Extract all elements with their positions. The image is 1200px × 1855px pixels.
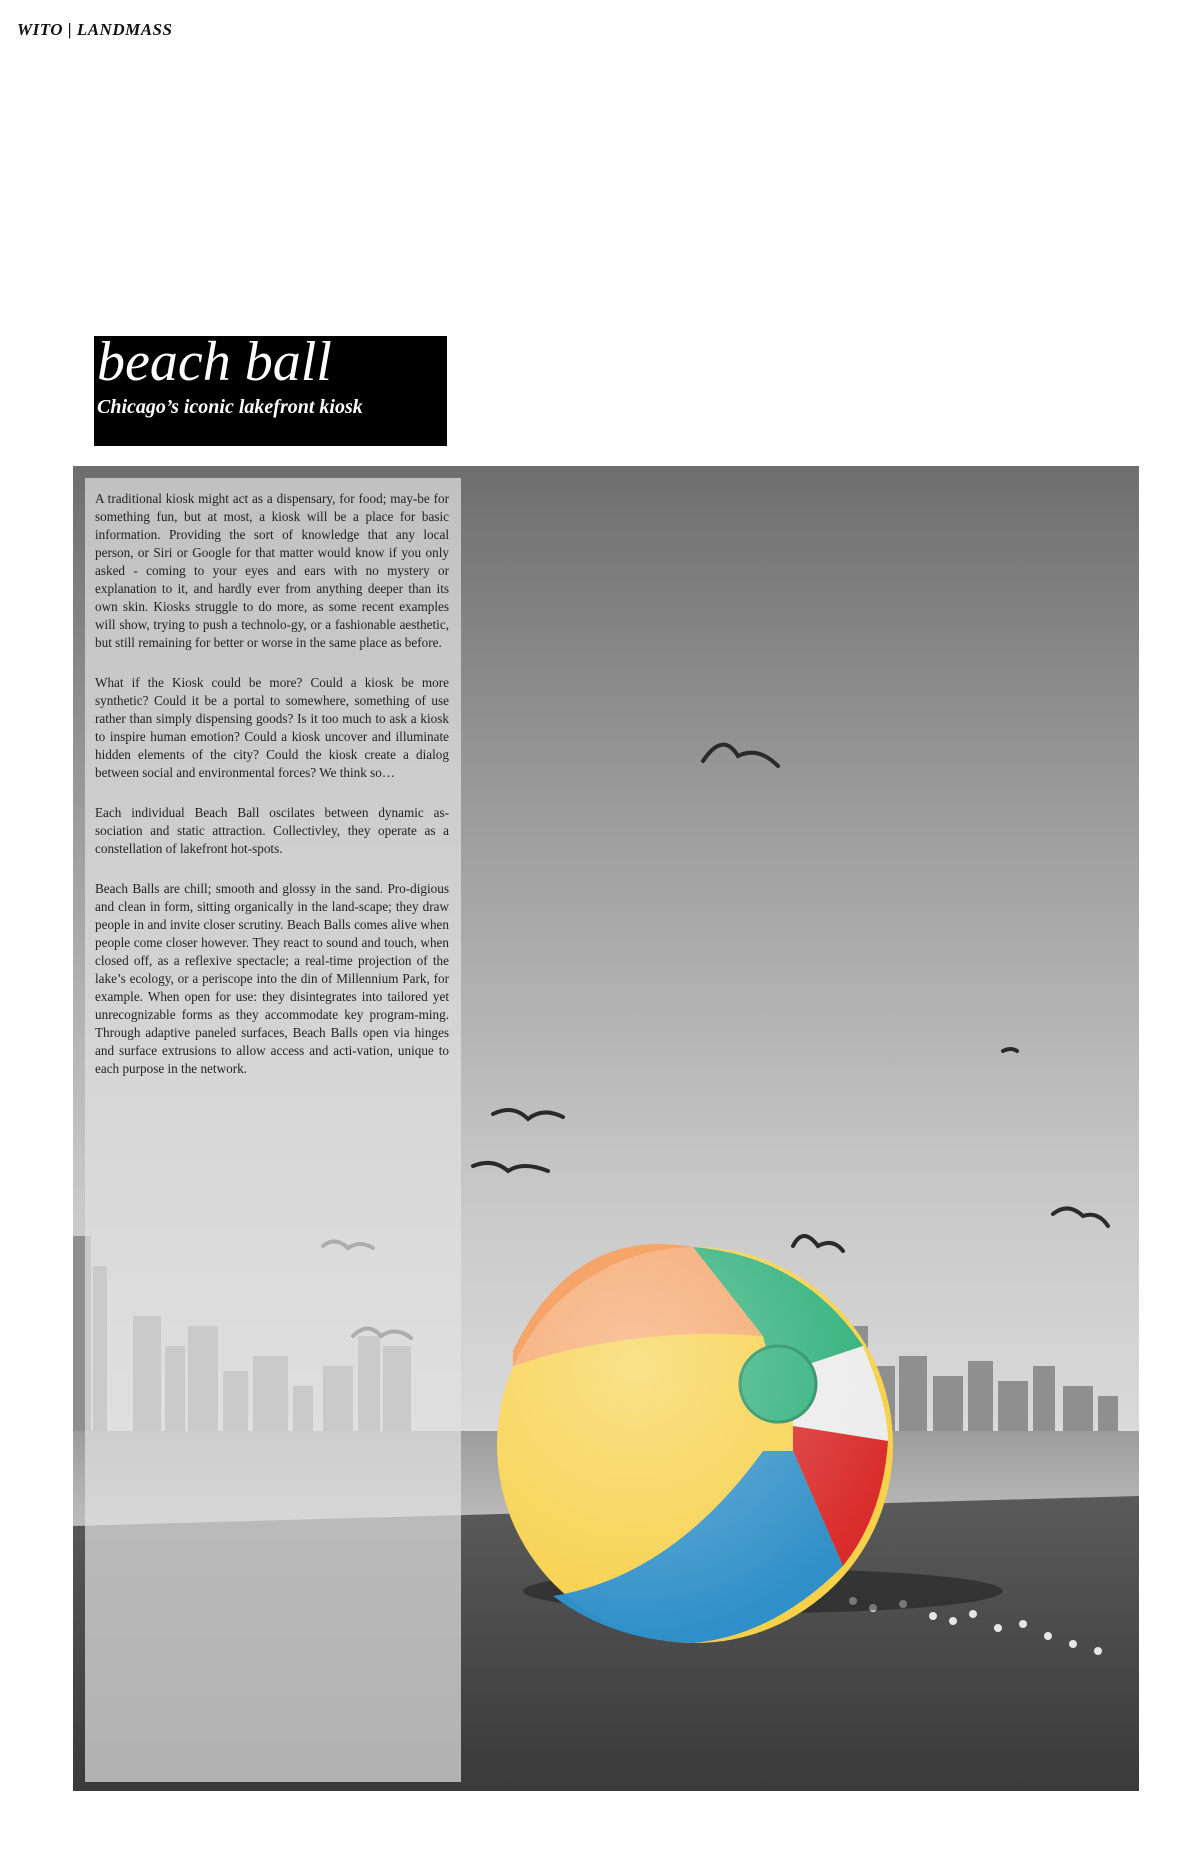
article-subtitle: Chicago’s iconic lakefront kiosk: [97, 396, 363, 418]
body-paragraph: Each individual Beach Ball oscilates between dynamic as-sociation and static attraction. Collectivley, they operate as a constellation of lakefront hot-spots.: [95, 805, 449, 856]
body-paragraph: Beach Balls are chill; smooth and glossy in the sand. Pro-digious and clean in form, sitting organically in the land-scape; they draw people in and invite closer scrutiny. Beach Balls comes alive when people come closer however. They react to sound and touch, when closed off, as a reflexive spectacle; a real-time projection of the lake’s ecology, or a periscope into the din of Millennium Park, for example. When open for use: they disintegrates into tailored yet unrecognizable forms as they accommodate key program-ming. Through adaptive paneled surfaces, Beach Balls open via hinges and surface extrusions to allow access and acti-vation, unique to each purpose in the network.: [95, 881, 449, 1076]
body-paragraph: A traditional kiosk might act as a dispensary, for food; may-be for something fun, but at most, a kiosk will be a place for basic information. Providing the sort of knowledge that any local person, or Siri or Google for that matter would know if you only asked - coming to your eyes and ears with no mystery or explanation to it, and hardly ever from anything deeper than its own skin. Kiosks struggle to do more, as some recent examples will show, trying to push a technolo-gy, or a fashionable aesthetic, but still remaining for better or worse in the same place as before.: [95, 491, 449, 650]
beach-ball: [497, 1244, 893, 1643]
body-paragraph: What if the Kiosk could be more? Could a kiosk be more synthetic? Could it be a portal to somewhere, something of use rather than simply dispensing goods? Is it too much to ask a kiosk to inspire human emotion? Could a kiosk uncover and illuminate hidden elements of the city? Could the kiosk create a dialog between social and environmental forces? We think so…: [95, 675, 449, 780]
article-title: beach ball: [97, 331, 332, 393]
title-block: [94, 331, 447, 446]
running-head: WITO | LANDMASS: [17, 20, 173, 39]
article-text-panel: [85, 478, 461, 1782]
